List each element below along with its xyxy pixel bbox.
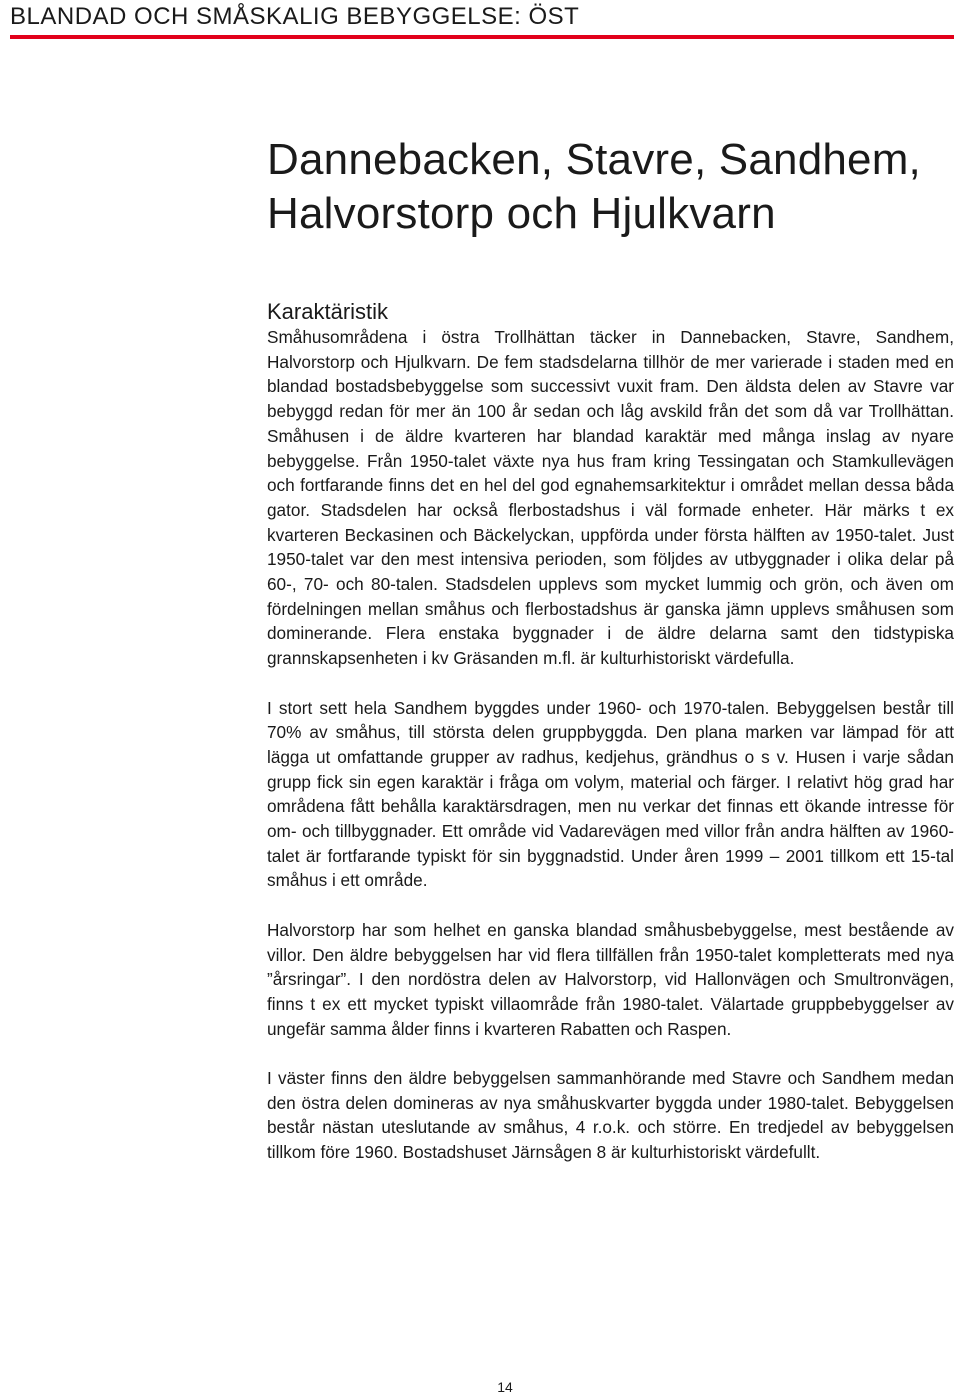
- paragraph-3: Halvorstorp har som helhet en ganska blandad småhusbebyggelse, mest bestående av villor. Den äldre bebyggelsen har vid flera tillfällen från 1950-talet kompletterats med nya ”årsringar”. I den nordöstra delen av Halvorstorp, vid Hallonvägen och Smultronvägen, finns t ex ett mycket typiskt villaområde från 1980-talet. Välartade gruppbebyggelser av ungefär samma ålder finns i kvarteren Rabatten och Raspen.: [267, 919, 954, 1039]
- page-title-line-1: Dannebacken, Stavre, Sandhem,: [267, 135, 921, 184]
- page-title-line-2: Halvorstorp och Hjulkvarn: [267, 189, 776, 238]
- page-title: [267, 133, 954, 241]
- page-header: [10, 4, 954, 39]
- paragraph-1: Småhusområdena i östra Trollhättan täcker in Dannebacken, Stavre, Sandhem, Halvorstorp och Hjulkvarn. De fem stadsdelarna tillhör de mer varierade i staden med en blandad bostadsbebyggelse som successivt vuxit fram. Den äldsta delen av Stavre var bebyggd redan för mer än 100 år sedan och låg avskild från det som då var Trollhättan. Småhusen i de äldre kvarteren har blandad karaktär med många inslag av nyare bebyggelse. Från 1950-talet växte nya hus fram kring Tessingatan och Stamkullevägen och fortfarande finns det en hel del god egnahemsarkitektur i området mellan dessa båda gator. Stadsdelen har också flerbostadshus i väl formade enheter. Här märks t ex kvarteren Beckasinen och Bäckelyckan, uppförda under första hälften av 1950-talet. Just 1950-talet var den mest intensiva perioden, som följdes av utbyggnader i olika delar på 60-, 70- och 80-talen. Stadsdelen upplevs som mycket lummig och grön, och även om fördelningen mellan småhus och flerbostadshus är ganska jämn upplevs småhusen som dominerande. Flera enstaka byggnader i de äldre delarna samt den tidstypiska grannskapsenheten i kv Gräsanden m.fl. är kulturhistoriskt värdefulla.: [267, 327, 954, 669]
- header-rule: [10, 35, 954, 39]
- running-header-title: BLANDAD OCH SMÅSKALIG BEBYGGELSE: ÖST: [10, 3, 580, 30]
- paragraph-4: I väster finns den äldre bebyggelsen sammanhörande med Stavre och Sandhem medan den östra delen domineras av nya småhuskvarter byggda under 1980-talet. Bebyggelsen består nästan uteslutande av småhus, 4 r.o.k. och större. En tredjedel av bebyggelsen tillkom före 1960. Bostadshuset Järnsågen 8 är kulturhistoriskt värdefullt.: [267, 1068, 954, 1163]
- paragraph-2: I stort sett hela Sandhem byggdes under 1960- och 1970-talen. Bebyggelsen består till 70% av småhus, till största delen gruppbyggda. Den plana marken var lämpad för att lägga ut omfattande grupper av radhus, kedjehus, grändhus o s v. Husen i varje sådan grupp fick sin egen karaktär i fråga om volym, material och färger. I relativt hög grad har områdena fått behålla karaktärsdragen, men nu verkar det finnas ett ökande intresse för om- och tillbyggnader. Ett område vid Vadarevägen med villor från andra hälften av 1960-talet är fortfarande typiskt för sin byggnadstid. Under åren 1999 – 2001 tillkom ett 15-tal småhus i ett område.: [267, 697, 954, 891]
- section-heading: Karaktäristik: [267, 299, 389, 324]
- page-number: 14: [497, 1379, 513, 1395]
- main-content: [267, 133, 954, 1165]
